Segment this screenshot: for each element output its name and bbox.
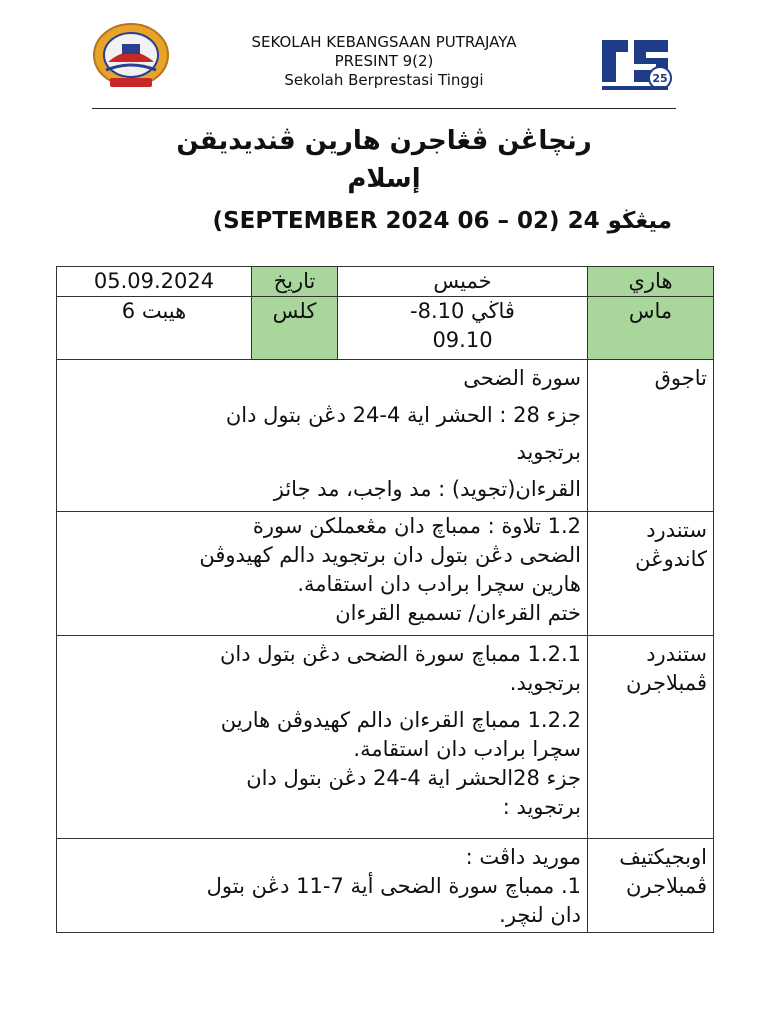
sp-item2-line-1: 1.2.2 ممباچ القرءان دالم كهيدوڤن هارين — [220, 708, 581, 732]
tarikh-value: 05.09.2024 — [57, 267, 252, 297]
school-name: SEKOLAH KEBANGSAAN PUTRAJAYA — [251, 33, 517, 51]
anniversary-logo — [598, 32, 674, 94]
obj-label-line-1: اوبجيكتيف — [619, 845, 707, 869]
header-divider — [92, 108, 676, 109]
tajuk-line-4: القرءان(تجويد) : مد واجب، مد جائز — [273, 477, 581, 501]
objektif-label — [588, 839, 714, 933]
sk-label-line-1: ستندرد — [646, 518, 707, 542]
school-crest-logo — [92, 22, 170, 92]
table-row — [57, 839, 714, 933]
document-title — [80, 122, 688, 198]
sp-item3-line-2: برتجويد : — [502, 795, 581, 819]
sp-label-line-1: ستندرد — [646, 642, 707, 666]
standard-kandungan-label — [588, 512, 714, 636]
obj-label-line-2: ڤمبلاجرن — [625, 874, 707, 898]
sp-item1-line-1: 1.2.1 ممباچ سورة الضحى دڠن بتول دان — [219, 642, 581, 666]
title-line-2: إسلام — [347, 164, 421, 194]
sk-label-line-2: كاندوڠن — [635, 547, 707, 571]
table-row — [57, 360, 714, 512]
sk-line-2: الضحى دڠن بتول دان برتجويد دالم كهيدوڤن — [199, 543, 581, 567]
tarikh-label: تاريخ — [252, 267, 338, 297]
obj-line-2: 1. ممباچ سورة الضحى أية 7-11 دڠن بتول — [206, 874, 581, 898]
masa-value-line2: 09.10 — [432, 328, 493, 352]
lesson-plan-table — [56, 266, 714, 933]
tajuk-line-3: برتجويد — [516, 440, 581, 464]
sp-item3-line-1: جزء 28الحشر اية 4-24 دڠن بتول دان — [246, 766, 581, 790]
hari-label: هاري — [588, 267, 714, 297]
standard-pembelajaran-content — [57, 636, 588, 839]
table-row — [57, 267, 714, 297]
sp-item1-line-2: برتجويد. — [509, 671, 581, 695]
week-heading — [60, 206, 672, 236]
masa-label: ماس — [588, 297, 714, 360]
table-row — [57, 297, 714, 360]
masa-value — [338, 297, 588, 360]
tajuk-label: تاجوق — [588, 360, 714, 512]
tajuk-line-1: سورة الضحى — [463, 366, 581, 390]
standard-kandungan-content — [57, 512, 588, 636]
hari-value: خميس — [338, 267, 588, 297]
kelas-value: هيبت 6 — [57, 297, 252, 360]
anniversary-number: 25 — [652, 72, 668, 85]
obj-line-3: دان لنچر. — [499, 903, 581, 927]
table-row — [57, 636, 714, 839]
sk-line-4: ختم القرءان/ تسميع القرءان — [335, 601, 581, 625]
title-line-1: رنچاڠن ڤڠاجرن هارين ڤنديديقن — [176, 126, 592, 156]
school-header — [180, 33, 588, 90]
sp-label-line-2: ڤمبلاجرن — [625, 671, 707, 695]
school-motto: Sekolah Berprestasi Tinggi — [284, 71, 484, 89]
standard-pembelajaran-label — [588, 636, 714, 839]
kelas-label: كلس — [252, 297, 338, 360]
tajuk-content — [57, 360, 588, 512]
school-precinct: PRESINT 9(2) — [334, 52, 434, 70]
objektif-content — [57, 839, 588, 933]
obj-line-1: موريد داڤت : — [465, 845, 581, 869]
sp-item2-line-2: سچرا برادب دان استقامة. — [353, 737, 581, 761]
table-row — [57, 512, 714, 636]
masa-value-line1: ڤاڬي 8.10- — [410, 299, 515, 323]
sk-line-3: هارين سچرا برادب دان استقامة. — [297, 572, 581, 596]
week-text: ميڠڬو 24 (02 – 06 SEPTEMBER 2024) — [212, 208, 672, 234]
sk-line-1: 1.2 تلاوة : ممباچ دان مڠعملكن سورة — [252, 514, 581, 538]
tajuk-line-2: جزء 28 : الحشر اية 4-24 دڠن بتول دان — [225, 403, 581, 427]
